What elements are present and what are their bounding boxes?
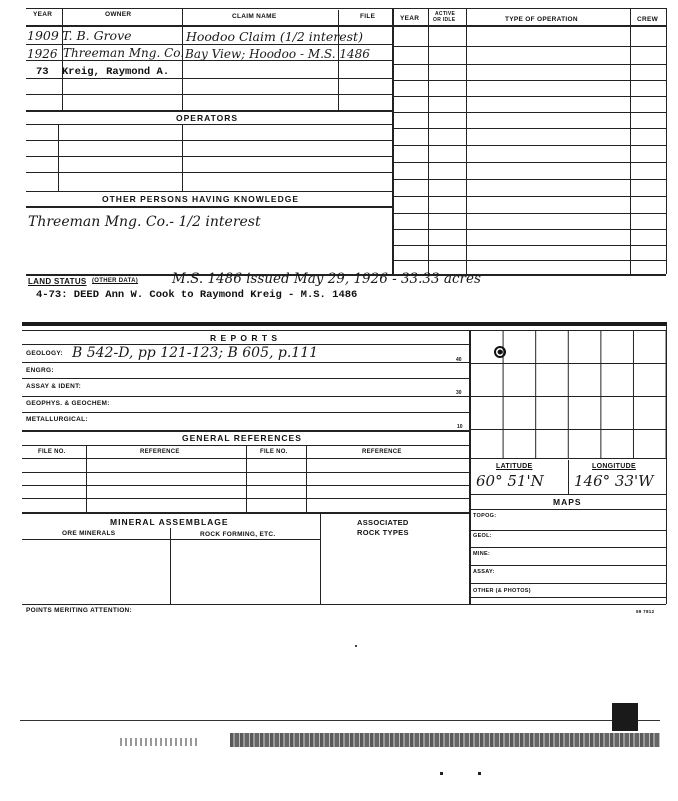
maps-assay-label: ASSAY: [473, 569, 495, 575]
rule [26, 172, 392, 173]
rule [392, 112, 666, 113]
engrg-label: ENGRG: [26, 367, 54, 374]
rule [392, 162, 666, 163]
rule [58, 124, 59, 191]
header-claim-name: CLAIM NAME [232, 13, 277, 20]
rule [22, 412, 470, 413]
rule [22, 396, 470, 397]
rock-forming-header: ROCK FORMING, ETC. [200, 531, 276, 538]
owner-row-1-owner: T. B. Grove [62, 28, 132, 43]
rule [666, 8, 667, 274]
rule [666, 322, 667, 604]
rule [392, 96, 666, 97]
rule [22, 322, 666, 326]
owner-row-2-owner: Threeman Mng. Co. [63, 46, 185, 60]
grid-num-10: 10 [457, 424, 463, 430]
rule [22, 378, 470, 379]
general-references-title: GENERAL REFERENCES [182, 433, 302, 443]
rule [470, 494, 666, 495]
rule [22, 430, 470, 432]
rule [22, 362, 470, 363]
rule [470, 509, 666, 510]
header-year: YEAR [33, 11, 53, 18]
geophys-label: GEOPHYS. & GEOCHEM: [26, 400, 110, 407]
owner-row-1-year: 1909 [27, 28, 59, 43]
rule [466, 8, 467, 274]
other-persons-text: Threeman Mng. Co.- 1/2 interest [28, 214, 261, 230]
rule [568, 460, 569, 495]
rule [26, 25, 666, 27]
rule [392, 128, 666, 129]
rule [392, 179, 666, 180]
operators-title: OPERATORS [176, 113, 239, 123]
rule [470, 565, 666, 566]
rule [22, 512, 470, 514]
rule [22, 539, 320, 540]
rule [392, 8, 666, 9]
grid-num-40: 40 [456, 357, 462, 363]
rule [470, 547, 666, 548]
location-marker-icon [494, 346, 506, 358]
longitude-value: 146° 33'W [574, 472, 654, 490]
latitude-label: LATITUDE [496, 463, 533, 470]
mineral-assemblage-title: MINERAL ASSEMBLAGE [110, 517, 229, 527]
header-file: FILE [360, 13, 376, 20]
header-or-idle: OR IDLE [433, 17, 456, 23]
rule [26, 124, 392, 125]
rule [26, 110, 392, 112]
rule [392, 213, 666, 214]
ore-minerals-header: ORE MINERALS [62, 530, 116, 537]
rule [182, 124, 183, 191]
rule [26, 191, 392, 192]
owner-row-2-claim: Bay View; Hoodoo - M.S. 1486 [185, 47, 370, 61]
maps-title: MAPS [553, 497, 582, 507]
rule [26, 156, 392, 157]
rule [86, 445, 87, 512]
rule [320, 512, 321, 604]
maps-other-label: OTHER (& PHOTOS) [473, 588, 531, 594]
metallurgical-label: METALLURGICAL: [26, 416, 88, 423]
reference-header-2: REFERENCE [362, 449, 402, 455]
reports-title: R E P O R T S [210, 333, 279, 343]
owner-row-3-owner: Kreig, Raymond A. [62, 66, 170, 78]
land-status-label: LAND STATUS [28, 277, 87, 286]
rule [306, 445, 307, 512]
rule [392, 80, 666, 81]
rule [392, 196, 666, 197]
points-meriting-attention: POINTS MERITING ATTENTION: [26, 607, 133, 614]
maps-geol-label: GEOL: [473, 533, 492, 539]
latitude-value: 60° 51'N [476, 472, 544, 490]
assay-ident-label: ASSAY & IDENT: [26, 383, 82, 390]
rule [26, 140, 392, 141]
rule [428, 8, 429, 274]
geology-value: B 542-D, pp 121-123; B 605, p.111 [72, 345, 319, 361]
land-status-typed: 4-73: DEED Ann W. Cook to Raymond Kreig - M.S. 1486 [36, 289, 358, 301]
rule [392, 229, 666, 230]
header-active: ACTIVE [435, 11, 456, 17]
land-status-sub: (OTHER DATA) [92, 278, 139, 284]
associated-header-2: ROCK TYPES [357, 528, 409, 537]
rule [392, 8, 394, 274]
land-status-handwritten: M.S. 1486 issued May 29, 1926 - 33.33 acres [172, 271, 481, 287]
header-crew: CREW [637, 16, 659, 23]
header-owner: OWNER [105, 11, 132, 18]
maps-topog-label: TOPOG: [473, 513, 497, 519]
rule [392, 145, 666, 146]
rule [392, 64, 666, 65]
rule [170, 528, 171, 604]
other-persons-title: OTHER PERSONS HAVING KNOWLEDGE [102, 194, 300, 204]
form-number: 59 7812 [636, 609, 655, 614]
rule [470, 597, 666, 598]
rule [470, 530, 666, 531]
rule [470, 583, 666, 584]
rule [246, 445, 247, 512]
file-no-header-2: FILE NO. [260, 449, 288, 455]
maps-mine-label: MINE: [473, 551, 491, 557]
rule [392, 245, 666, 246]
associated-header-1: ASSOCIATED [357, 518, 409, 527]
header-type-of-operation: TYPE OF OPERATION [505, 16, 578, 23]
rule [26, 8, 392, 9]
grid-num-30: 30 [456, 390, 462, 396]
file-no-header: FILE NO. [38, 449, 66, 455]
rule [470, 458, 666, 459]
owner-row-3-year: 73 [36, 66, 49, 78]
owner-row-1-claim: Hoodoo Claim (1/2 interest) [186, 29, 363, 44]
header-year-2: YEAR [400, 15, 420, 22]
longitude-label: LONGITUDE [592, 463, 636, 470]
rule [630, 8, 631, 274]
reference-header: REFERENCE [140, 449, 180, 455]
rule [26, 206, 392, 208]
rule [392, 260, 666, 261]
rule [392, 46, 666, 47]
owner-row-2-year: 1926 [27, 47, 58, 61]
rule [22, 604, 666, 605]
geology-label: GEOLOGY: [26, 350, 63, 357]
